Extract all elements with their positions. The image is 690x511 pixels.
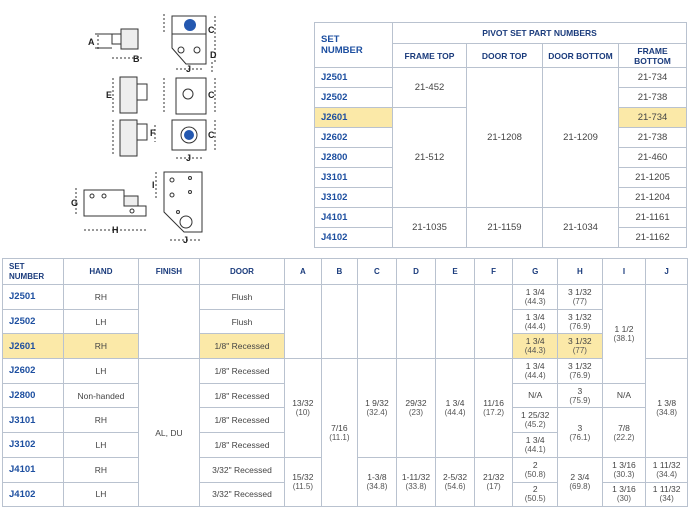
j-frac: 1 3/8 [657,397,677,408]
dimension-drawing [0,0,312,250]
pivot-set-j2501: J2501 [315,68,393,88]
door-cell: Flush [199,309,284,334]
col-f: F [474,259,513,285]
b-frac: 7/16 [331,422,348,433]
col-hand: HAND [63,259,138,285]
h-cell [558,285,603,310]
col-a: A [285,259,322,285]
pivot-set-diagram [0,0,312,250]
set-number: J3101 [3,408,64,433]
g-frac: 1 3/4 [525,311,545,322]
table-row [3,285,688,310]
hand-cell: LH [63,433,138,458]
set-number: J4101 [3,457,64,482]
pivot-part-numbers-table [314,22,687,248]
j-cell [646,457,688,482]
a-cell [285,457,322,506]
j-mm: (34.8) [656,407,678,417]
dim-label-e: E [106,90,113,100]
h-mm: (76.9) [569,321,591,331]
col-e: E [436,259,475,285]
pivot-set-j3102: J3102 [315,188,393,208]
g-frac: 1 3/4 [525,336,545,347]
h-cell [558,334,603,359]
dim-label-j2: J [186,153,192,163]
g-cell [513,433,558,458]
g-frac: 1 3/4 [525,434,545,445]
a-frac: 13/32 [292,397,314,408]
h-frac: 3 1/32 [568,360,592,371]
b-cell-empty [321,285,358,359]
f-cell [474,457,513,506]
a-frac: 15/32 [292,472,314,482]
pivot-group-header: PIVOT SET PART NUMBERS [393,23,687,44]
i-mm: (22.2) [613,432,635,442]
g-mm: (44.3) [524,296,546,306]
pivot-set-j2800: J2800 [315,148,393,168]
col-b: B [321,259,358,285]
dim-label-g: G [71,198,79,208]
frame-bottom-value: 21-738 [619,88,687,108]
dim-label-i: I [152,180,155,190]
dim-label-h: H [112,225,119,235]
g-cell [513,408,558,433]
g-frac: 2 [532,484,538,495]
col-d: D [396,259,436,285]
c-cell-empty [358,285,397,359]
frame-bottom-value: 21-1162 [619,228,687,248]
g-frac: 1 3/4 [525,360,545,371]
set-number: J2601 [3,334,64,359]
h-cell [558,359,603,384]
j-frac: 1 11/32 [652,459,681,470]
i-mm: (30.3) [613,469,635,479]
door-cell: 1/8" Recessed [199,334,284,359]
frame-top-value: 21-512 [393,108,467,208]
col-c: C [358,259,397,285]
frame-bottom-value: 21-460 [619,148,687,168]
dim-label-d: D [210,50,217,60]
d-cell-empty [396,285,436,359]
hand-cell: RH [63,457,138,482]
col-frame-top: FRAME TOP [393,44,467,68]
h-mm: (76.1) [569,432,591,442]
h-cell [558,408,603,457]
set-number: J3102 [3,433,64,458]
frame-bottom-value: 21-734 [619,108,687,128]
frame-bottom-value: 21-1205 [619,168,687,188]
g-cell [513,359,558,384]
i-mm: (30) [616,494,632,504]
h-frac: 3 [577,385,583,396]
finish-cell-empty [138,285,199,359]
c-mm: (34.8) [366,482,388,491]
col-frame-bottom: FRAME BOTTOM [619,44,687,68]
b-cell [321,359,358,507]
h-cell [558,457,603,506]
i-frac: 1 3/16 [612,459,636,470]
i-frac: 1 1/2 [614,323,634,334]
i-cell [602,383,646,408]
j-cell [646,359,688,458]
g-mm: (44.1) [524,444,546,454]
dim-label-b: B [133,54,140,64]
set-number: J2602 [3,359,64,384]
d-cell [396,359,436,458]
frame-bottom-value: 21-734 [619,68,687,88]
dim-label-c: C [208,25,215,35]
hand-cell: LH [63,359,138,384]
pivot-set-j2602: J2602 [315,128,393,148]
d-cell [396,457,436,506]
h-mm: (75.9) [569,395,591,405]
frame-bottom-value: 21-1204 [619,188,687,208]
c-frac: 1 9/32 [365,397,389,408]
col-finish: FINISH [138,259,199,285]
j-mm: (34.4) [656,469,678,479]
door-cell: 1/8" Recessed [199,408,284,433]
a-mm: (10) [295,407,310,417]
set-number: J2800 [3,383,64,408]
door-cell: 1/8" Recessed [199,383,284,408]
h-frac: 3 1/32 [568,286,592,297]
col-door: DOOR [199,259,284,285]
door-cell: 3/32" Recessed [199,482,284,507]
e-mm: (44.4) [444,407,466,417]
i-cell [602,285,646,384]
pivot-set-j4102: J4102 [315,228,393,248]
c-frac: 1-3/8 [367,472,387,482]
table-row [3,359,688,384]
col-door-top: DOOR TOP [467,44,543,68]
col-g: G [513,259,558,285]
col-door-bottom: DOOR BOTTOM [543,44,619,68]
d-mm: (33.8) [405,482,427,491]
finish-cell: AL, DU [138,359,199,507]
g-mm: (44.4) [524,321,546,331]
f-mm: (17.2) [483,407,505,417]
hand-cell: RH [63,334,138,359]
g-cell [513,482,558,507]
dim-label-f: F [150,128,156,138]
f-frac: 11/16 [483,397,504,408]
frame-bottom-value: 21-738 [619,128,687,148]
dim-label-j3: J [183,235,189,245]
pivot-set-header: SET NUMBER [315,23,393,68]
g-mm: (50.8) [524,469,546,479]
g-frac: 1 3/4 [525,286,545,297]
h-cell [558,309,603,334]
e-frac: 2-5/32 [442,472,468,482]
set-number: J2502 [3,309,64,334]
a-mm: (11.5) [292,482,313,491]
door-top-value: 21-1159 [467,208,543,248]
set-number: J4102 [3,482,64,507]
door-bottom-value: 21-1209 [543,68,619,208]
hand-cell: RH [63,285,138,310]
g-cell [513,457,558,482]
e-mm: (54.6) [444,482,466,491]
d-mm: (23) [408,407,424,417]
g-mm: (44.3) [524,346,546,356]
h-mm: (77) [572,346,587,356]
hand-cell: LH [63,309,138,334]
e-cell-empty [436,285,475,359]
g-cell [513,285,558,310]
set-number: J2501 [3,285,64,310]
g-cell [513,309,558,334]
g-frac: 2 [532,459,538,470]
hand-cell: LH [63,482,138,507]
a-cell [285,359,322,458]
frame-top-value: 21-452 [393,68,467,108]
frame-top-value: 21-1035 [393,208,467,248]
dim-label-j: J [186,64,192,74]
pivot-set-j2601: J2601 [315,108,393,128]
h-mm: (77) [572,296,587,306]
g-frac: 1 25/32 [521,410,550,421]
i-cell [602,457,646,482]
col-j: J [646,259,688,285]
door-cell: 1/8" Recessed [199,359,284,384]
pivot-set-j3101: J3101 [315,168,393,188]
i-frac: N/A [616,390,632,401]
e-cell [436,457,475,506]
i-cell [602,482,646,507]
j-cell-empty [646,285,688,359]
a-cell-empty [285,285,322,359]
j-frac: 1 11/32 [652,484,681,495]
h-mm: (69.8) [569,482,591,491]
hand-cell: RH [63,408,138,433]
door-cell: 3/32" Recessed [199,457,284,482]
i-frac: 1 3/16 [612,484,636,495]
pivot-set-j4101: J4101 [315,208,393,228]
j-cell [646,482,688,507]
door-top-value: 21-1208 [467,68,543,208]
f-cell-empty [474,285,513,359]
g-frac: N/A [528,390,543,401]
dimensions-table [2,258,688,507]
e-cell [436,359,475,458]
e-frac: 1 3/4 [445,397,465,408]
door-bottom-value: 21-1034 [543,208,619,248]
col-i: I [602,259,646,285]
i-mm: (38.1) [613,333,635,343]
door-cell: Flush [199,285,284,310]
dim-label-c2: C [208,90,215,100]
h-frac: 3 1/32 [568,336,592,347]
col-h: H [558,259,603,285]
f-cell [474,359,513,458]
g-cell [513,334,558,359]
i-cell [602,408,646,457]
c-cell [358,359,397,458]
f-frac: 21/32 [482,472,505,482]
c-cell [358,457,397,506]
dim-label-a: A [88,37,95,47]
c-mm: (32.4) [366,407,388,417]
door-cell: 1/8" Recessed [199,433,284,458]
b-mm: (11.1) [329,432,350,442]
j-mm: (34) [659,494,674,504]
d-frac: 1-11/32 [401,472,431,482]
pivot-set-j2502: J2502 [315,88,393,108]
g-cell [513,383,558,408]
frame-bottom-value: 21-1161 [619,208,687,228]
h-frac: 2 3/4 [570,472,590,482]
g-mm: (45.2) [524,420,546,430]
d-frac: 29/32 [405,397,427,408]
h-frac: 3 [577,422,583,433]
col-set-number: SET NUMBER [3,259,64,285]
h-cell [558,383,603,408]
h-frac: 3 1/32 [568,311,592,322]
h-mm: (76.9) [569,370,591,380]
dim-label-c3: C [208,130,215,140]
hand-cell: Non-handed [63,383,138,408]
g-mm: (44.4) [524,370,546,380]
i-frac: 7/8 [618,422,630,433]
g-mm: (50.5) [524,494,546,504]
f-mm: (17) [486,482,501,491]
